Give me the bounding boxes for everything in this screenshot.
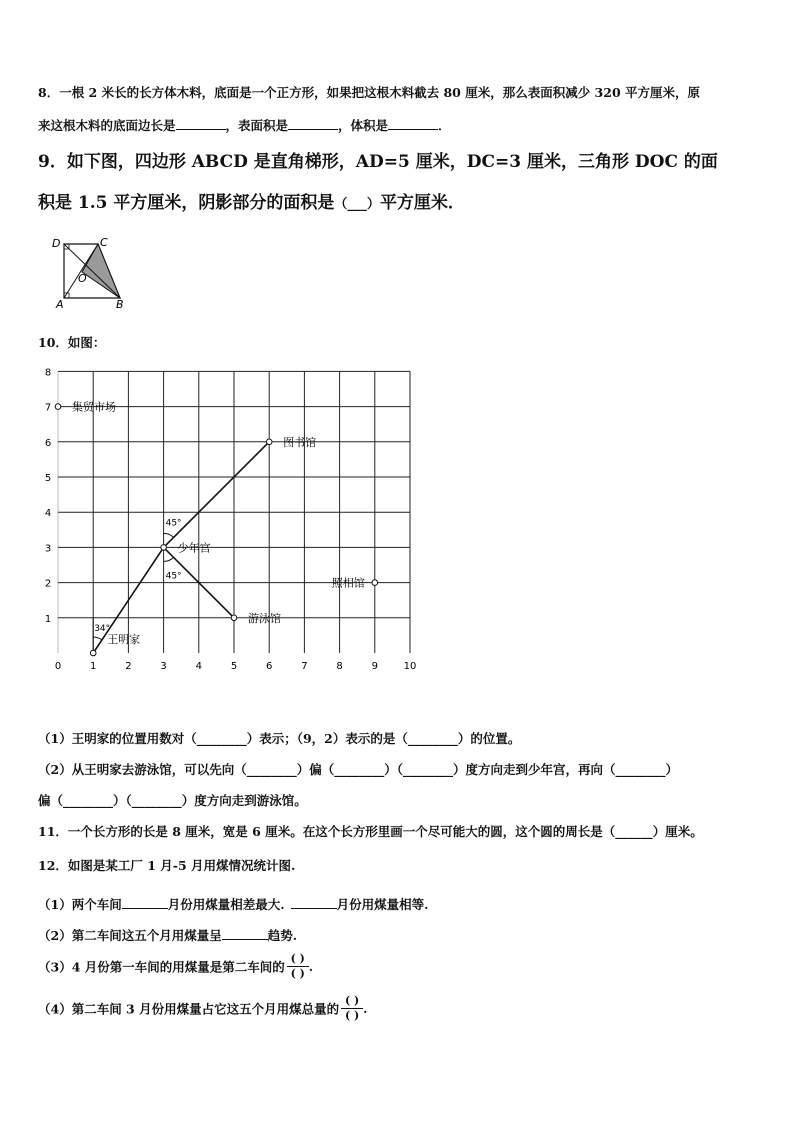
x-tick-label: 7 xyxy=(301,661,308,672)
x-tick-label: 10 xyxy=(403,661,417,672)
place-point xyxy=(90,650,96,656)
x-tick-label: 3 xyxy=(160,661,167,672)
q8-text-c: ，体积是 xyxy=(338,118,389,133)
x-tick-label: 1 xyxy=(90,661,97,672)
place-label: 集贸市场 xyxy=(72,400,116,414)
x-tick-label: 9 xyxy=(371,661,378,672)
y-tick-label: 3 xyxy=(44,543,52,555)
place-point xyxy=(372,580,378,586)
q8-blank-volume[interactable] xyxy=(388,117,438,130)
q8-blank-edge[interactable] xyxy=(176,117,226,130)
q12-sub4-text: （4）第二车间 3 月份用煤量占它这五个月用煤总量的 xyxy=(38,1001,340,1017)
coordinate-grid xyxy=(34,362,424,682)
q10-sub1: （1）王明家的位置用数对（________）表示；（9，2）表示的是（________）的位置。 xyxy=(38,731,521,746)
q10-sub2-line1: （2）从王明家去游泳馆，可以先向（________）偏（________）（________）度方向走到少年宫，再向（________） xyxy=(38,762,678,777)
q12-sub1-c: 月份用煤量相等. xyxy=(336,897,429,912)
q12-sub2-b: 趋势. xyxy=(267,928,298,943)
place-label: 游泳馆 xyxy=(248,611,281,625)
q8-line2 xyxy=(38,116,451,134)
q12-sub2 xyxy=(38,926,297,944)
q12-sub3: （3）4 月份第一车间的用煤量是第二车间的 $\frac{( )}{( )}$ . xyxy=(38,952,314,980)
y-tick-label: 2 xyxy=(44,578,52,590)
label-b: B xyxy=(116,298,124,311)
trapezoid-figure xyxy=(44,234,134,314)
y-tick-label: 8 xyxy=(44,367,52,379)
q9-line2 xyxy=(38,188,465,213)
q12-sub1-b: 月份用煤量相差最大. xyxy=(167,897,285,912)
place-point xyxy=(266,439,272,445)
q12-sub4-fraction[interactable]: $\frac{( )}{( )}$ xyxy=(341,994,363,1023)
place-label: 少年宫 xyxy=(177,541,211,555)
angle-label-lower: 45° xyxy=(165,571,182,582)
x-tick-label: 0 xyxy=(54,661,62,672)
place-label: 图书馆 xyxy=(283,435,317,449)
x-tick-label: 2 xyxy=(125,661,132,672)
q10-title: 10．如图： xyxy=(38,335,106,350)
x-tick-label: 6 xyxy=(266,661,273,672)
x-tick-label: 5 xyxy=(230,661,238,672)
q11-text: 11．一个长方形的长是 8 厘米，宽是 6 厘米。在这个长方形里画一个尽可能大的圆，这个圆的周长是（______）厘米。 xyxy=(38,824,703,839)
q12-blank-trend[interactable] xyxy=(222,927,268,940)
path-youth-palace-to-library xyxy=(164,442,270,548)
q12-title: 12．如图是某工厂 1 月-5 月用煤情况统计图. xyxy=(38,858,296,873)
q12-sub2-a: （2）第二车间这五个月用煤量呈 xyxy=(38,928,222,943)
y-tick-label: 7 xyxy=(44,402,52,414)
q12-sub3-fraction[interactable]: $\frac{( )}{( )}$ xyxy=(287,952,309,981)
place-label: 王明家 xyxy=(107,633,141,646)
q8-period: ． xyxy=(438,118,451,133)
label-a: A xyxy=(56,298,64,311)
q8-line1: 8．一根 2 米长的长方体木料，底面是一个正方形，如果把这根木料截去 80 厘米，那么表面积减少 320 平方厘米，原 xyxy=(38,85,700,100)
q8-blank-area[interactable] xyxy=(288,117,338,130)
label-d: D xyxy=(52,237,61,250)
angle-arc-upper xyxy=(164,533,174,537)
q12-blank-equal-month[interactable] xyxy=(291,896,337,909)
diagonal-db xyxy=(64,244,120,298)
y-tick-label: 1 xyxy=(44,613,52,625)
q10-sub2-line2: 偏（________）（________）度方向走到游泳馆。 xyxy=(38,793,307,808)
q9-text-b: 平方厘米． xyxy=(379,193,465,213)
y-tick-label: 4 xyxy=(44,508,52,520)
y-tick-label: 6 xyxy=(44,437,52,449)
place-point xyxy=(55,404,61,410)
place-point xyxy=(161,545,167,551)
q9-line1: 9．如下图，四边形 ABCD 是直角梯形，AD=5 厘米，DC=3 厘米，三角形 DOC 的面 xyxy=(38,152,718,172)
place-label: 照相馆 xyxy=(331,576,365,590)
q8-text-b: ，表面积是 xyxy=(225,118,289,133)
place-point xyxy=(231,615,237,621)
q8-text-a: 来这根木料的底面边长是 xyxy=(38,118,176,133)
q9-text-a: 积是 1.5 平方厘米，阴影部分的面积是 xyxy=(38,193,335,213)
shaded-triangle xyxy=(82,244,120,298)
y-tick-label: 5 xyxy=(44,473,52,484)
q12-sub1 xyxy=(38,895,428,913)
label-c: C xyxy=(100,236,108,249)
q9-answer-paren[interactable]: （___） xyxy=(334,197,380,212)
q12-sub3-text: （3）4 月份第一车间的用煤量是第二车间的 xyxy=(38,959,285,975)
q12-blank-diff-month[interactable] xyxy=(122,896,168,909)
q12-sub4: （4）第二车间 3 月份用煤量占它这五个月用煤总量的 $\frac{( )}{( )}$ . xyxy=(38,994,368,1022)
angle-label-upper: 45° xyxy=(165,518,182,529)
angle-arc-bottom xyxy=(93,637,102,640)
x-tick-label: 4 xyxy=(195,661,202,672)
angle-label-bottom: 34° xyxy=(94,624,111,634)
angle-arc-lower xyxy=(164,557,174,561)
q12-sub1-a: （1）两个车间 xyxy=(38,897,122,912)
x-tick-label: 8 xyxy=(336,661,343,672)
label-o: O xyxy=(78,272,87,285)
